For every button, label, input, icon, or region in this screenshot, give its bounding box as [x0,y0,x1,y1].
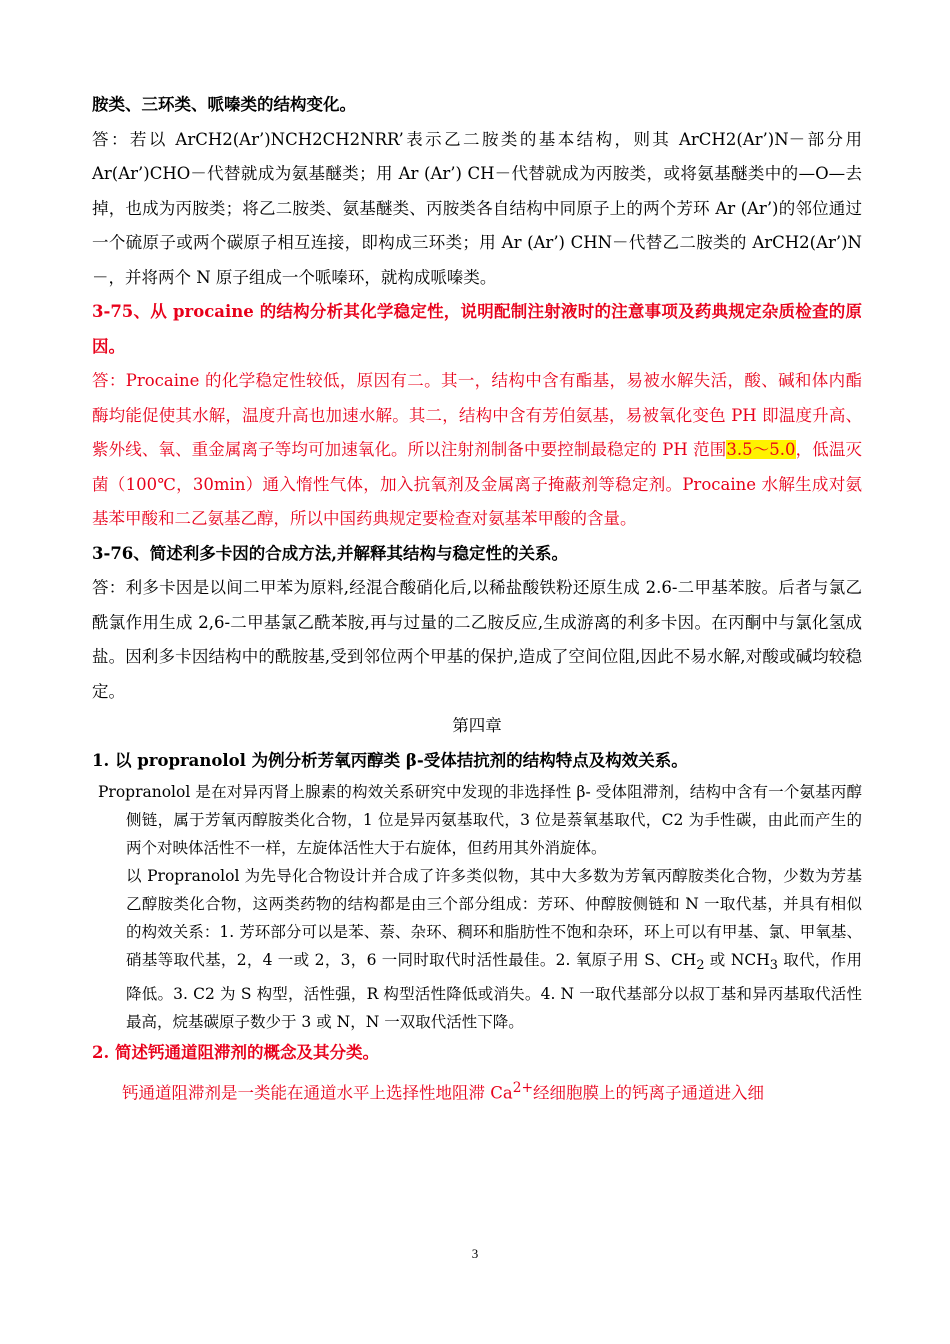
answer-3-75-part2: ，低温灭菌（100℃，30min）通入惰性气体，加入抗氧剂及金属离子掩蔽剂等稳定剂。Procaine 水解生成对氨基苯甲酸和二乙氨基乙醇，所以中国药典规定要检查对氨基苯甲酸的含量。 [92,440,863,528]
page-number: 3 [471,1246,479,1261]
subscript-3: 3 [769,958,778,974]
chapter4-question-2: 2. 简述钙通道阻滞剂的概念及其分类。 [92,1043,379,1063]
answer-structure-changes: 答：若以 ArCH2(Ar’)NCH2CH2NRR’表示乙二胺类的基本结构，则其 ArCH2(Ar’)N－部分用 Ar(Ar’)CHO－代替就成为氨基醚类；用 Ar (Ar’) CH－代替就成为丙胺类，或将氨基醚类中的—O—去掉，也成为丙胺类；将乙二胺类、氨基醚类、丙胺类各自结构中同原子上的两个芳环 Ar (Ar’)的邻位通过一个硫原子或两个碳原子相互连接，即构成三环类；用 Ar (Ar’) CHN－代替乙二胺类的 ArCH2(Ar’)N－，并将两个 N 原子组成一个哌嗪环，就构成哌嗪类。 [92,129,862,287]
chapter-heading: 第四章 [452,716,502,735]
chapter4-question-1: 1. 以 propranolol 为例分析芳氧丙醇类 β-受体拮抗剂的结构特点及构效关系。 [92,750,688,770]
answer-2-part-b: 经细胞膜上的钙离子通道进入细 [533,1083,764,1103]
subscript-2: 2 [696,958,705,974]
superscript-charge: 2+ [512,1079,533,1096]
para2-part-b: 或 NCH [704,951,770,969]
answer-2-part-a: 钙通道阻滞剂是一类能在通道水平上选择性地阻滞 Ca [122,1083,513,1103]
question-3-75: 3-75、从 procaine 的结构分析其化学稳定性，说明配制注射液时的注意事项及药典规定杂质检查的原因。 [92,302,862,356]
document-page [92,88,862,1111]
chapter4-answer-1-para1: Propranolol 是在对异丙肾上腺素的构效关系研究中发现的非选择性 β- 受体阻滞剂，结构中含有一个氨基丙醇侧链，属于芳氧丙醇胺类化合物，1 位是异丙氨基取代，3 位是萘氧基取代，C2 为手性碳，由此而产生的两个对映体活性不一样，左旋体活性大于右旋体，但药用其外消旋体。 [98,783,862,857]
highlighted-ph-range: 3.5～5.0 [726,440,796,459]
answer-3-75 [92,364,862,537]
question-tail: 胺类、三环类、哌嗪类的结构变化。 [92,95,356,114]
answer-3-75-part1: 答：Procaine 的化学稳定性较低，原因有二。其一，结构中含有酯基，易被水解失活，酸、碱和体内酯酶均能促使其水解，温度升高也加速水解。其二，结构中含有芳伯氨基，易被氧化变色 PH 即温度升高、紫外线、氧、重金属离子等均可加速氧化。所以注射剂制备中要控制最稳定的 PH 范围 [92,371,862,459]
question-3-76: 3-76、简述利多卡因的合成方法,并解释其结构与稳定性的关系。 [92,543,569,563]
para2-part-c: 取代，作用降低。3. C2 为 S 构型，活性强，R 构型活性降低或消失。4. N 一取代基部分以叔丁基和异丙基取代活性最高，烷基碳原子数少于 3 或 N，N 一双取代活性下降。 [126,951,862,1032]
para2-part-a: 以 Propranolol 为先导化合物设计并合成了许多类似物，其中大多数为芳氧丙醇胺类化合物，少数为芳基乙醇胺类化合物，这两类药物的结构都是由三个部分组成：芳环、仲醇胺侧链和 N 一取代基，并具有相似的构效关系：1. 芳环部分可以是苯、萘、杂环、稠环和脂肪性不饱和杂环，环上可以有甲基、氯、甲氧基、硝基等取代基，2，4 一或 2，3，6 一同时取代时活性最佳。2. 氧原子用 S、CH [126,867,862,969]
chapter4-answer-2 [92,1071,862,1111]
chapter4-answer-1-para2 [92,862,862,1036]
answer-3-76: 答：利多卡因是以间二甲苯为原料,经混合酸硝化后,以稀盐酸铁粉还原生成 2.6-二甲基苯胺。后者与氯乙酰氯作用生成 2,6-二甲基氯乙酰苯胺,再与过量的二乙胺反应,生成游离的利多卡因。在丙酮中与氯化氢成盐。因利多卡因结构中的酰胺基,受到邻位两个甲基的保护,造成了空间位阻,因此不易水解,对酸或碱均较稳定。 [92,578,862,701]
